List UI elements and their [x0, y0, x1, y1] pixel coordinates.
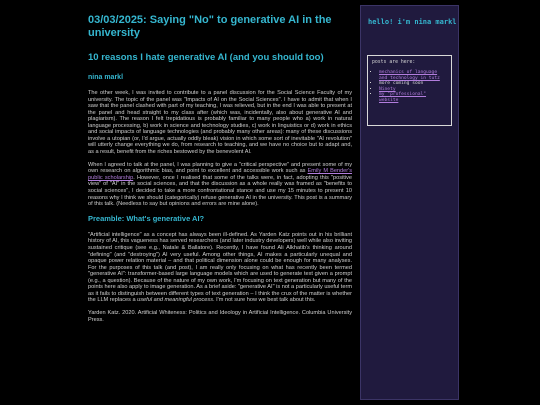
intro-paragraph: The other week, I was invited to contribute to a panel discussion for the Social Science Faculty of my university. The topic of the panel was "Impacts of AI on the Social Sciences". I have to admit that when I saw that the panel clashed with part of my teaching, I was relieved, but in the end I was able to present at the panel and head straight to my class after (which was, incidentally, also about generative AI and plagiarism). The reason I felt trepidatious is probably familiar to many people who a) work in natural language processing, b) work in science and technology studies, c) work in linguistics or d) work in ethics and social impacts of language technologies (and probably many other areas): many of these discussions involve a utopian (or, I'd argue, actually oddly bleak) vision in which some sort of inevitable "AI revolution" will utterly change everything we do, from research to teaching, and we have no choice but to adapt and, as a result, benefit from the riches bestowed by the benevolent AI.	[88, 90, 352, 155]
bender-scholarship-link[interactable]: Emily M Bender's public scholarship	[88, 168, 352, 181]
sidebar	[360, 5, 459, 400]
posts-list	[372, 70, 448, 104]
panel-paragraph	[88, 162, 352, 208]
panel-text-after: . However, once I realised that some of the talks were, in fact, adopting this "positive view" of "AI" in the social sciences, and that the discussion as a whole really was framed as "benefits to social sciences", I decided to take a more confrontational stance and use my 15 minutes to present 10 reasons why I think we should (categorically) refuse generative AI in the university. This post is a summary of this talk. (Needless to say but opinions and errors are mine alone).	[88, 174, 352, 208]
sidebar-greeting: hello! i'm nina markl	[368, 18, 457, 26]
sidebar-item-coming-soon: more coming soon	[379, 81, 424, 87]
preamble-emphasis: useful and meaningful process	[137, 297, 214, 304]
panel-text-before: When I agreed to talk at the panel, I was planning to give a "critical perspective" and present some of my own research on algorithmic bias, and point to excellent and accessible work such as	[88, 161, 352, 175]
list-item	[379, 92, 448, 103]
posts-label: posts are here:	[372, 60, 416, 65]
post-title: 03/03/2025: Saying "No" to generative AI in the university	[88, 14, 332, 39]
preamble-text-before: "Artificial intelligence" as a concept has always been ill-defined. As Yarden Katz points out in his brilliant history of AI, this vagueness has served researchers (and later industry developers) well while also inviting sustained critique (see e.g., Natale & Ballatore). Recently, I have found Ali Alkhatib's thinking around "defining" (and "destroying") AI very useful. Among other things, AI makes a particularly unequal and opaque power relation material – and that political dimension alone could be enough for many analyses. For the purposes of this talk (and post), I am really only focusing on what has recently been termed "generative AI": transformer-based large language models which are used to generate text given a prompt (e.g., a question). Because of the nature of my own work, I'm focusing on text generation but many of the points here also apply to image generation. As a brief aside: "generative AI" is not a particularly useful term as it fails to distinguish between different types of text generation – I think the crux of the matter is whether the LLM replaces a	[88, 231, 352, 304]
post-subtitle: 10 reasons I hate generative AI (and you should too)	[88, 52, 324, 63]
list-item	[379, 70, 448, 81]
preamble-text-after: . I'm not sure how we best talk about this.	[213, 297, 316, 304]
preamble-paragraph	[88, 232, 352, 304]
blog-post	[88, 14, 352, 330]
sidebar-link-mechanics[interactable]: mechanics of language and technology in tutz	[379, 70, 440, 81]
post-author: nina markl	[88, 74, 124, 81]
reference-paragraph: Yarden Katz. 2020. Artificial Whiteness: Politics and Ideology in Artificial Intelligence. Columbia University Press.	[88, 310, 352, 323]
sidebar-link-professional-website[interactable]: my "professional" website	[379, 92, 427, 103]
sidebar-link-ninety[interactable]: Ninety	[379, 86, 396, 92]
posts-box	[367, 55, 452, 126]
section-heading: Preamble: What's generative AI?	[88, 213, 205, 223]
